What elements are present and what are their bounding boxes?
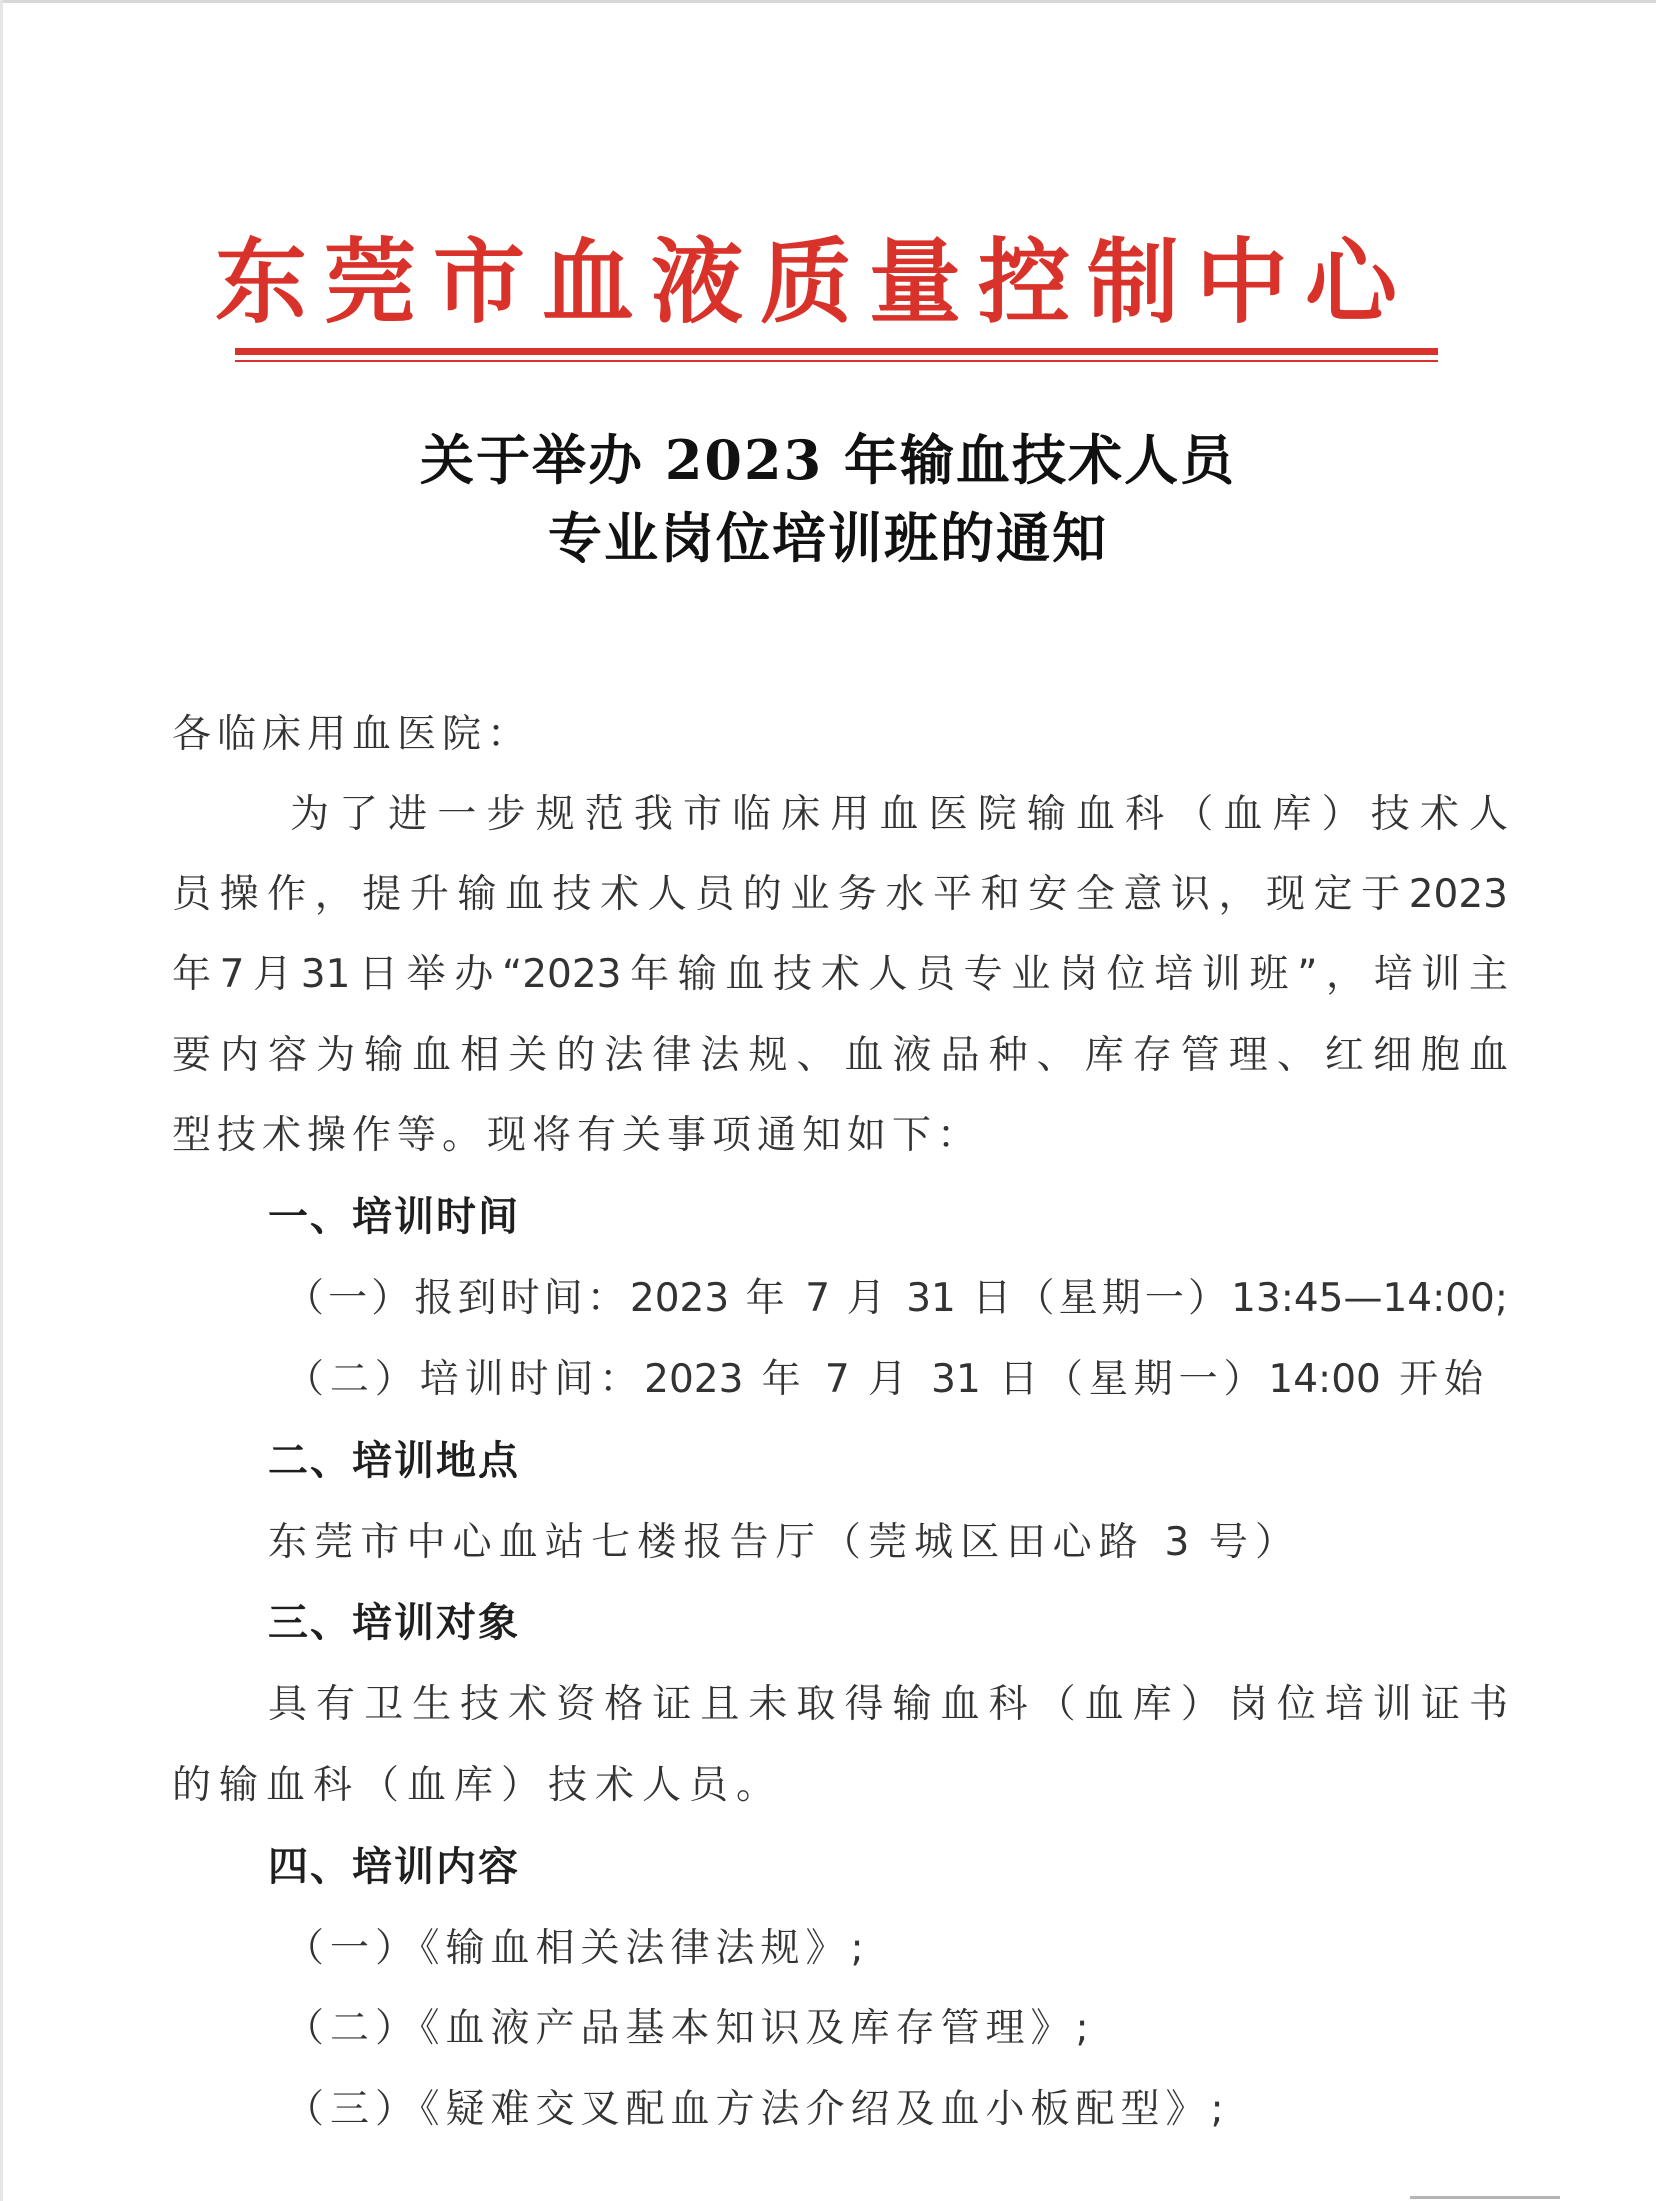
salutation: 各临床用血医院： <box>172 712 533 757</box>
letterhead-rule-thick <box>235 348 1438 355</box>
target-line-1: 具有卫生技术资格证且未取得输血科（血库）岗位培训证书 <box>268 1682 1508 1727</box>
target-line-2: 的输血科（血库）技术人员。 <box>172 1763 784 1808</box>
intro-line-1: 为了进一步规范我市临床用血医院输血科（血库）技术人 <box>290 792 1508 837</box>
letterhead-rule-thin <box>235 360 1438 362</box>
letterhead-org-name: 东莞市血液质量控制中心 <box>215 228 1415 336</box>
scan-edge-top <box>0 0 1656 3</box>
section-heading-time: 一、培训时间 <box>268 1194 520 1240</box>
document-title-line-1: 关于举办 2023 年输血技术人员 <box>420 428 1236 492</box>
scan-edge-mark <box>1410 2196 1560 2199</box>
time-item-training: （二）培训时间：2023 年 7 月 31 日（星期一）14:00 开始 <box>285 1357 1483 1402</box>
section-heading-target: 三、培训对象 <box>268 1600 520 1646</box>
intro-line-4: 要内容为输血相关的法律法规、血液品种、库存管理、红细胞血 <box>172 1033 1508 1078</box>
document-title-line-2: 专业岗位培训班的通知 <box>548 506 1108 570</box>
scan-edge-left <box>0 0 3 2201</box>
content-item-2: （二）《血液产品基本知识及库存管理》; <box>285 2006 1095 2051</box>
time-item-checkin: （一）报到时间：2023 年 7 月 31 日（星期一）13:45—14:00; <box>285 1276 1508 1321</box>
intro-line-2: 员操作，提升输血技术人员的业务水平和安全意识，现定于2023 <box>172 872 1508 917</box>
content-item-3: （三）《疑难交叉配血方法介绍及血小板配型》; <box>285 2087 1230 2132</box>
section-heading-content: 四、培训内容 <box>268 1844 520 1890</box>
content-item-1: （一）《输血相关法律法规》; <box>285 1926 870 1971</box>
intro-line-5: 型技术操作等。现将有关事项通知如下： <box>172 1113 983 1158</box>
intro-line-3: 年7月31日举办“2023年输血技术人员专业岗位培训班”，培训主 <box>172 952 1508 997</box>
place-text: 东莞市中心血站七楼报告厅（莞城区田心路 3 号） <box>268 1520 1294 1565</box>
section-heading-place: 二、培训地点 <box>268 1438 520 1484</box>
